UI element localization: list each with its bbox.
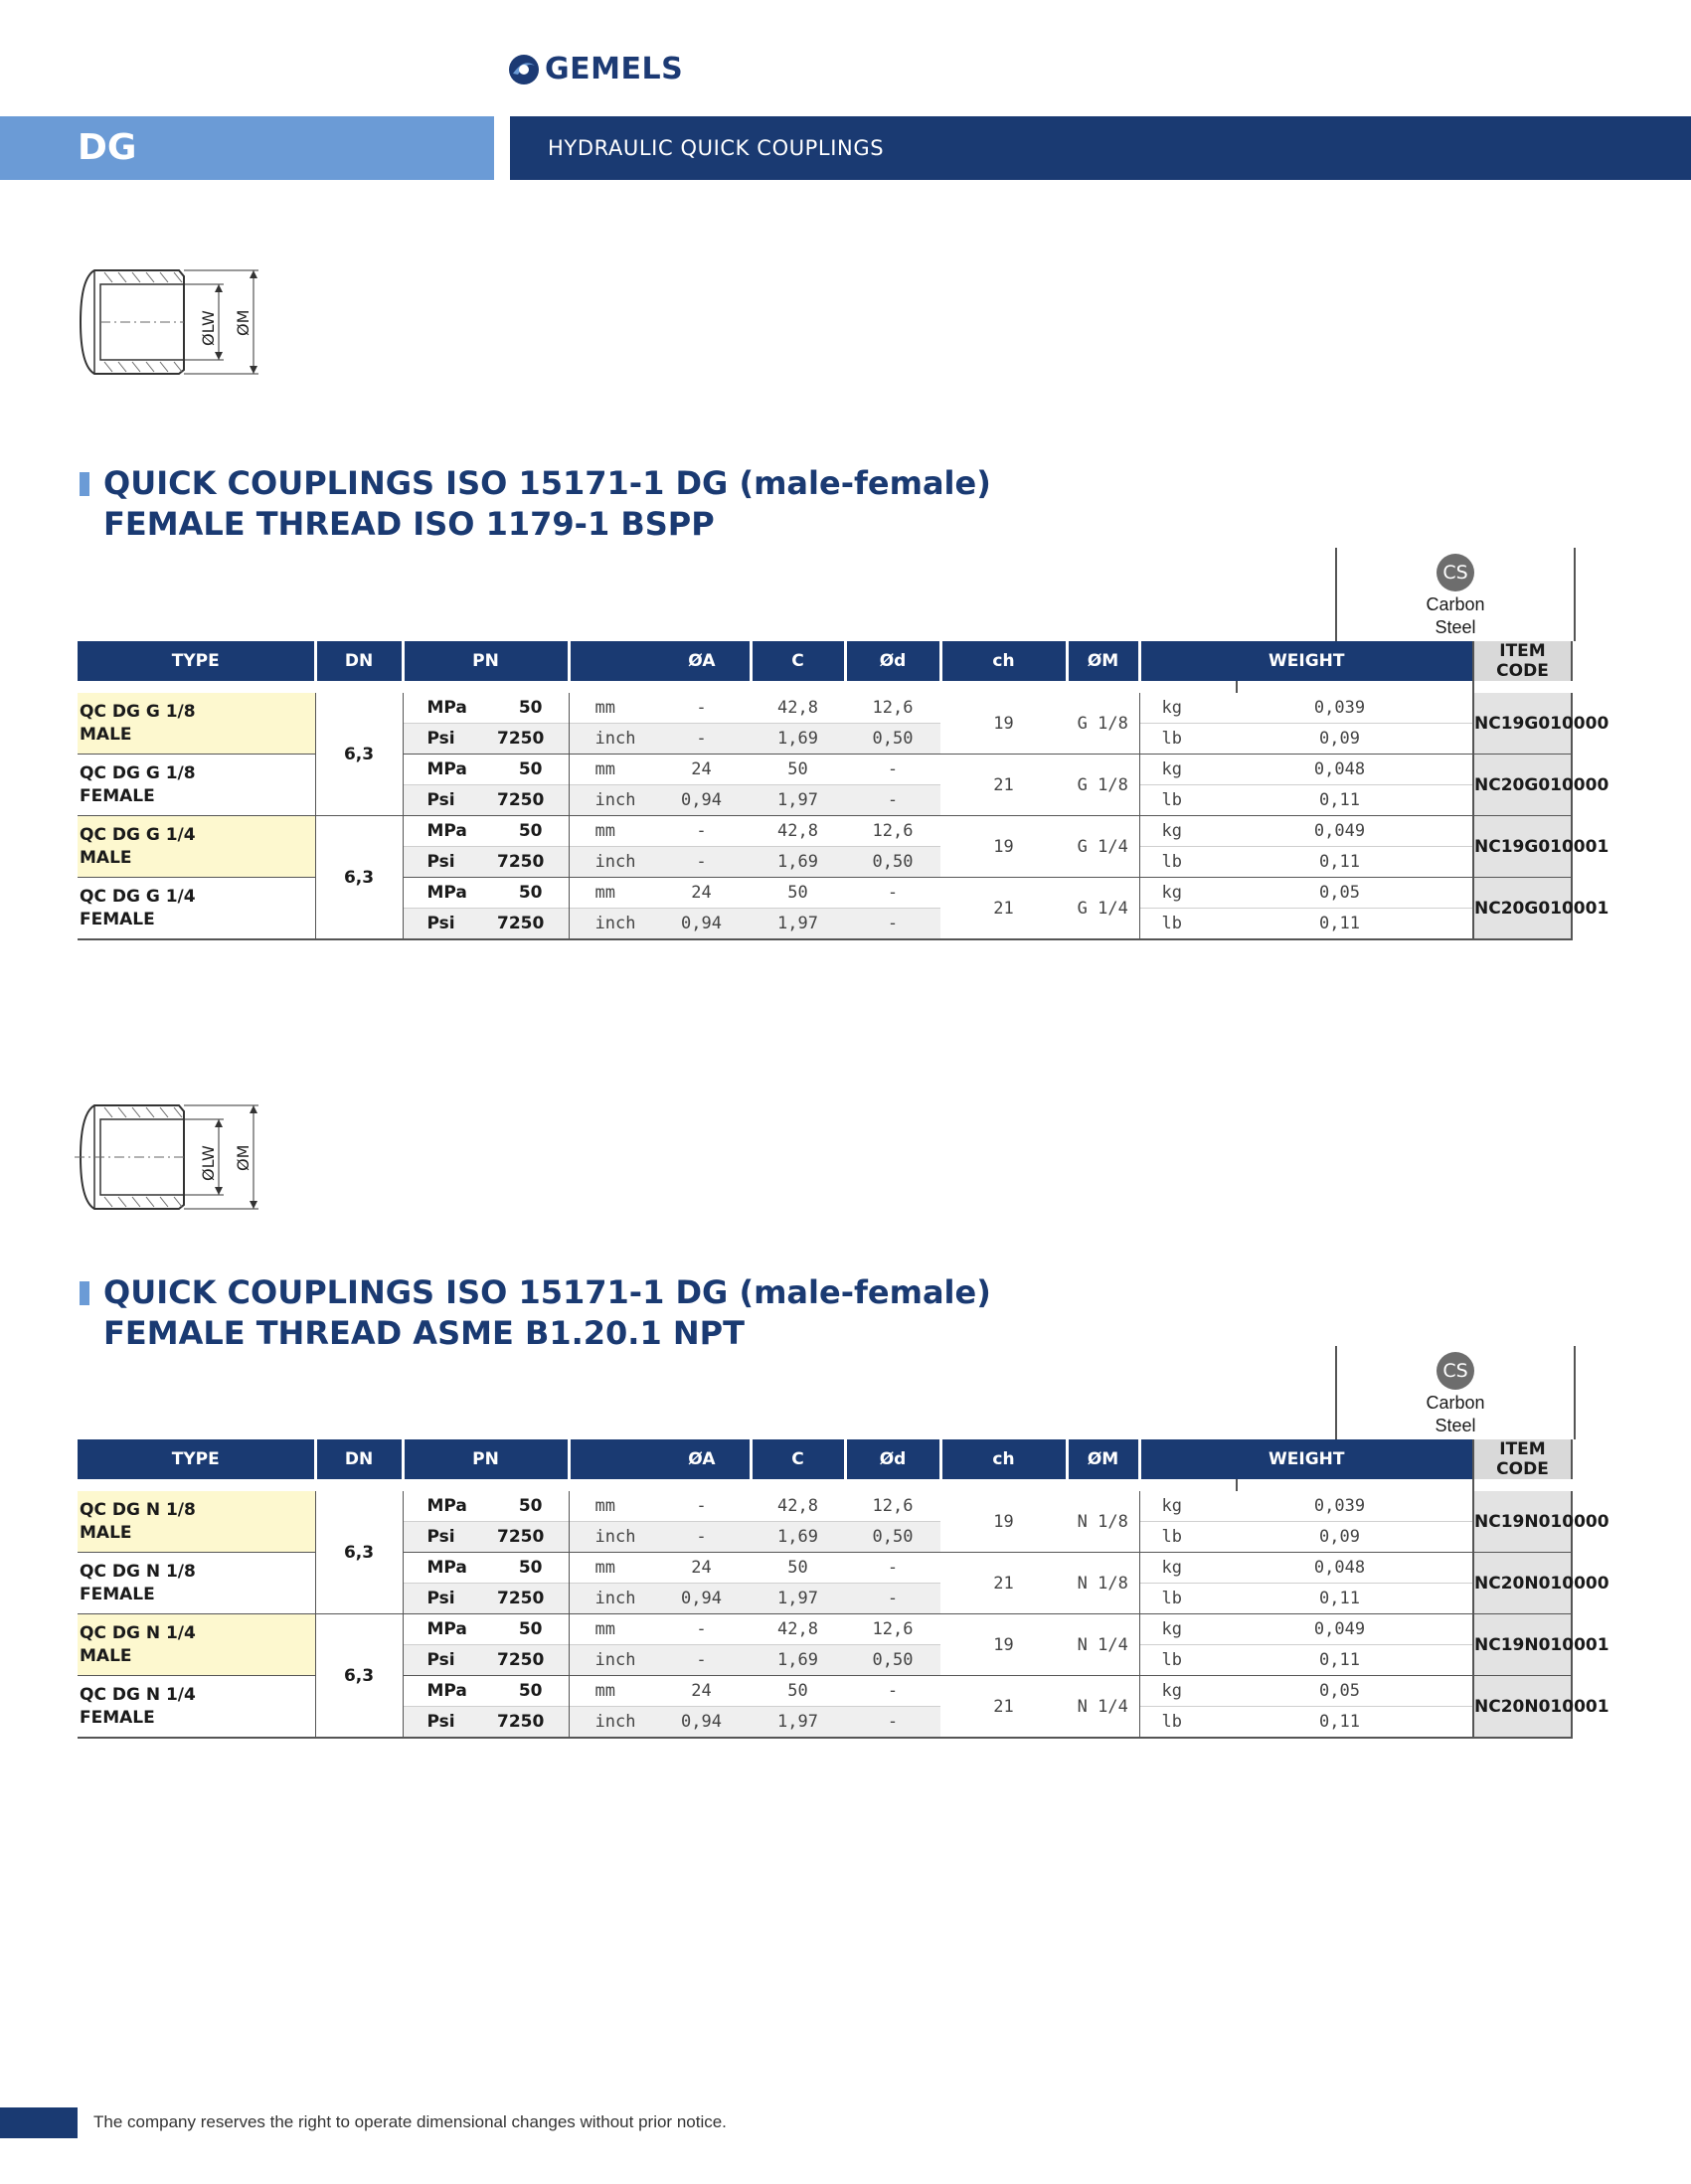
type-name: QC DG N 1/4: [80, 1622, 196, 1643]
gap-cell: [78, 1479, 1237, 1491]
c-value-inch: 1,97: [751, 785, 845, 816]
brand-name: GEMELS: [545, 52, 684, 86]
col-a: ØA: [569, 1439, 751, 1479]
weight-value-kg: 0,039: [1313, 1496, 1366, 1516]
pn-unit-mpa: MPa: [403, 1553, 497, 1584]
a-value-inch: -: [652, 1522, 751, 1553]
header-gap-row: [78, 681, 1572, 693]
dim-unit-inch: inch: [569, 1707, 652, 1739]
a-value-inch: 0,94: [652, 909, 751, 940]
type-name: QC DG G 1/4: [80, 886, 196, 907]
weight-unit-lb: lb: [1139, 724, 1237, 755]
c-value-mm: 50: [751, 1553, 845, 1584]
a-value-inch: 0,94: [652, 785, 751, 816]
table-row: [78, 1553, 1572, 1584]
dim-unit-mm: mm: [594, 698, 615, 718]
material-line1: Carbon: [1426, 1393, 1485, 1413]
header-gap-row: [78, 1479, 1572, 1491]
dim-unit-mm: mm: [569, 816, 652, 847]
m-thread-value: G 1/8: [1067, 755, 1139, 816]
ch-value: 21: [940, 1553, 1067, 1614]
col-dn: DN: [315, 641, 403, 681]
c-value-mm: 50: [751, 878, 845, 909]
weight-unit-lb: lb: [1139, 1707, 1237, 1739]
pn-value-mpa: 50: [497, 1676, 569, 1707]
cs-badge-icon: CS: [1437, 554, 1474, 591]
c-value-mm: 42,8: [751, 1614, 845, 1645]
dim-unit-mm: mm: [569, 878, 652, 909]
table-row: [78, 755, 1572, 785]
type-cell: [78, 878, 315, 940]
gap-code-cell: [1237, 1479, 1473, 1491]
weight-value-kg: 0,05: [1237, 1676, 1473, 1707]
c-value-inch: 1,97: [751, 1707, 845, 1739]
d-value-mm: 12,6: [845, 1614, 940, 1645]
m-thread-value: N 1/4: [1067, 1614, 1139, 1676]
m-dimension-label: ØM: [234, 1144, 253, 1171]
a-value-inch: 0,94: [652, 1707, 751, 1739]
table-row: [78, 1491, 1572, 1522]
type-name: QC DG N 1/8: [80, 1499, 196, 1520]
dim-unit-inch: inch: [569, 724, 652, 755]
d-value-inch: -: [845, 785, 940, 816]
m-thread-value: N 1/4: [1067, 1676, 1139, 1739]
weight-value-kg: 0,05: [1237, 878, 1473, 909]
type-name: QC DG N 1/4: [80, 1684, 196, 1705]
pn-value-mpa: 50: [497, 1614, 569, 1645]
type-gender: FEMALE: [80, 909, 155, 929]
col-m: ØM: [1067, 641, 1139, 681]
footer-note: The company reserves the right to operate dimensional changes without prior notice.: [93, 2112, 727, 2131]
type-gender: MALE: [80, 724, 132, 745]
dn-cell: 6,3: [315, 693, 403, 816]
dim-unit-inch: inch: [569, 1645, 652, 1676]
dim-unit-mm: mm: [569, 1553, 652, 1584]
type-cell: [78, 1676, 315, 1739]
ch-value: 21: [940, 755, 1067, 816]
weight-value-kg: 0,049: [1237, 816, 1473, 847]
spec-table-1: [78, 641, 1609, 940]
coupling-drawing-2: [75, 1101, 273, 1213]
d-value-mm: -: [845, 1676, 940, 1707]
pn-unit-mpa: MPa: [426, 1496, 467, 1516]
dim-unit-inch: inch: [569, 1584, 652, 1614]
dim-unit-inch: inch: [569, 785, 652, 816]
type-cell: [78, 755, 315, 816]
m-thread-value: N 1/8: [1067, 1553, 1139, 1614]
material-line1: Carbon: [1426, 594, 1485, 614]
d-value-mm: 12,6: [845, 816, 940, 847]
pn-value-mpa: 50: [497, 816, 569, 847]
weight-value-lb: 0,09: [1237, 1522, 1473, 1553]
a-value-mm: -: [696, 698, 707, 718]
dn-cell: 6,3: [315, 816, 403, 940]
pn-value-psi: 7250: [497, 785, 569, 816]
dim-unit-inch: inch: [569, 1522, 652, 1553]
a-value-mm: -: [652, 816, 751, 847]
col-d: Ød: [845, 1439, 940, 1479]
gemels-logo-icon: [507, 53, 541, 86]
item-code-cell: NC20G010001: [1473, 878, 1572, 940]
spec-table-2: [78, 1439, 1609, 1739]
pn-value-psi: 7250: [497, 1584, 569, 1614]
category-band: [510, 116, 1691, 180]
d-value-mm: -: [845, 878, 940, 909]
col-c: C: [751, 1439, 845, 1479]
section-2-title-line2: FEMALE THREAD ASME B1.20.1 NPT: [103, 1314, 745, 1352]
pn-unit-mpa: MPa: [403, 1676, 497, 1707]
material-carbon-steel-1: [1335, 548, 1576, 641]
section-2-title-line1: QUICK COUPLINGS ISO 15171-1 DG (male-female): [103, 1273, 991, 1311]
a-value-inch: 0,94: [652, 1584, 751, 1614]
col-weight: WEIGHT: [1139, 1439, 1473, 1479]
pn-value-psi: 7250: [497, 1522, 569, 1553]
dn-cell: 6,3: [315, 1614, 403, 1739]
type-gender: MALE: [80, 1645, 132, 1666]
type-gender: FEMALE: [80, 1707, 155, 1728]
series-code: DG: [78, 127, 137, 168]
type-cell: [78, 1614, 315, 1676]
type-name: QC DG N 1/8: [80, 1561, 196, 1582]
weight-unit-kg: kg: [1139, 1676, 1237, 1707]
ch-value: 19: [993, 1511, 1014, 1532]
ch-value: 19: [940, 1614, 1067, 1676]
pn-value-psi: 7250: [497, 1707, 569, 1739]
pn-value-psi: 7250: [497, 1645, 569, 1676]
dim-unit-inch: inch: [569, 847, 652, 878]
a-value-mm: 24: [652, 1676, 751, 1707]
dim-unit-mm: mm: [569, 1676, 652, 1707]
c-value-mm: 50: [751, 755, 845, 785]
weight-value-kg: 0,048: [1237, 1553, 1473, 1584]
a-value-mm: -: [652, 1614, 751, 1645]
type-cell: [78, 816, 315, 878]
pn-value-mpa: 50: [497, 693, 569, 724]
pn-unit-psi: Psi: [403, 847, 497, 878]
type-gender: MALE: [80, 847, 132, 868]
a-value-inch: -: [652, 847, 751, 878]
pn-unit-mpa: MPa: [403, 878, 497, 909]
type-name: QC DG G 1/8: [80, 762, 196, 783]
m-thread-value: G 1/4: [1067, 816, 1139, 878]
title-accent-bar: [80, 472, 89, 496]
item-code-cell: NC19G010000: [1473, 693, 1572, 755]
col-ch: ch: [940, 641, 1067, 681]
weight-unit-lb: lb: [1139, 909, 1237, 940]
pn-unit-psi: Psi: [403, 724, 497, 755]
pn-unit-mpa: MPa: [426, 698, 467, 718]
pn-value-psi: 7250: [497, 724, 569, 755]
c-value-inch: 1,97: [751, 909, 845, 940]
col-type: TYPE: [78, 1439, 315, 1479]
weight-value-lb: 0,11: [1237, 1584, 1473, 1614]
weight-unit-kg: kg: [1139, 1614, 1237, 1645]
a-value-mm: 24: [652, 755, 751, 785]
pn-value-mpa: 50: [497, 1553, 569, 1584]
ch-value: 19: [993, 713, 1014, 734]
weight-unit-kg: kg: [1139, 755, 1237, 785]
material-carbon-steel-2: [1335, 1346, 1576, 1439]
item-code-cell: NC19N010001: [1473, 1614, 1572, 1676]
pn-unit-psi: Psi: [403, 909, 497, 940]
item-code-cell: NC20N010000: [1473, 1553, 1572, 1614]
weight-unit-lb: lb: [1139, 1584, 1237, 1614]
col-a: ØA: [569, 641, 751, 681]
brand-logo: [507, 52, 683, 86]
item-code-cell: NC19N010000: [1473, 1491, 1572, 1553]
col-c: C: [751, 641, 845, 681]
ch-value: 19: [940, 816, 1067, 878]
pn-unit-mpa: MPa: [403, 1614, 497, 1645]
c-value-inch: 1,69: [751, 847, 845, 878]
pn-unit-psi: Psi: [403, 1584, 497, 1614]
weight-value-lb: 0,11: [1237, 785, 1473, 816]
pn-unit-mpa: MPa: [403, 816, 497, 847]
m-thread-value: G 1/8: [1077, 713, 1128, 734]
d-value-inch: 0,50: [845, 847, 940, 878]
d-value-inch: 0,50: [845, 724, 940, 755]
d-value-inch: 0,50: [845, 1645, 940, 1676]
material-line2: Steel: [1435, 617, 1476, 637]
type-gender: FEMALE: [80, 1584, 155, 1604]
pn-value-mpa: 50: [497, 878, 569, 909]
c-value-mm: 42,8: [751, 816, 845, 847]
ch-value: 21: [940, 878, 1067, 940]
weight-unit-kg: kg: [1139, 1491, 1237, 1522]
d-value-inch: -: [845, 1584, 940, 1614]
weight-unit-lb: lb: [1139, 847, 1237, 878]
a-value-mm: -: [696, 1496, 707, 1516]
col-m: ØM: [1067, 1439, 1139, 1479]
col-pn: PN: [403, 1439, 569, 1479]
weight-value-lb: 0,11: [1237, 847, 1473, 878]
pn-value-psi: 7250: [497, 909, 569, 940]
pn-unit-psi: Psi: [403, 1645, 497, 1676]
dn-cell: 6,3: [315, 1491, 403, 1614]
a-value-mm: 24: [652, 1553, 751, 1584]
pn-value-psi: 7250: [497, 847, 569, 878]
weight-value-kg: 0,049: [1237, 1614, 1473, 1645]
d-value-mm: -: [845, 1553, 940, 1584]
weight-unit-kg: kg: [1139, 878, 1237, 909]
weight-value-lb: 0,11: [1237, 1707, 1473, 1739]
c-value-mm: 42,8: [777, 698, 818, 718]
type-gender: FEMALE: [80, 785, 155, 806]
title-accent-bar: [80, 1281, 89, 1305]
col-pn: PN: [403, 641, 569, 681]
a-value-inch: -: [652, 724, 751, 755]
col-weight: WEIGHT: [1139, 641, 1473, 681]
c-value-inch: 1,69: [751, 1645, 845, 1676]
weight-value-lb: 0,11: [1237, 909, 1473, 940]
a-value-inch: -: [652, 1645, 751, 1676]
pn-unit-psi: Psi: [403, 1522, 497, 1553]
item-code-cell: NC19G010001: [1473, 816, 1572, 878]
weight-value-lb: 0,09: [1237, 724, 1473, 755]
col-dn: DN: [315, 1439, 403, 1479]
col-ch: ch: [940, 1439, 1067, 1479]
table-row: [78, 1614, 1572, 1645]
cs-badge-icon: CS: [1437, 1352, 1474, 1390]
pn-value-mpa: 50: [497, 755, 569, 785]
table-header-row: [78, 1439, 1572, 1479]
c-value-inch: 1,69: [751, 1522, 845, 1553]
type-name: QC DG G 1/4: [80, 824, 196, 845]
weight-unit-lb: lb: [1139, 785, 1237, 816]
a-value-mm: 24: [652, 878, 751, 909]
m-thread-value: N 1/8: [1077, 1511, 1128, 1532]
lw-dimension-label: ØLW: [199, 1145, 218, 1181]
lw-dimension-label: ØLW: [199, 310, 218, 346]
category-title: HYDRAULIC QUICK COUPLINGS: [548, 136, 885, 160]
d-value-inch: -: [845, 1707, 940, 1739]
series-band: [0, 116, 494, 180]
pn-value-mpa: 50: [497, 1491, 569, 1522]
section-1-title-line1: QUICK COUPLINGS ISO 15171-1 DG (male-female): [103, 464, 991, 502]
pn-unit-mpa: MPa: [403, 755, 497, 785]
weight-value-kg: 0,048: [1237, 755, 1473, 785]
section-2-title: [80, 1272, 991, 1354]
weight-unit-kg: kg: [1139, 816, 1237, 847]
table-row: [78, 1676, 1572, 1707]
dim-unit-mm: mm: [569, 755, 652, 785]
m-dimension-label: ØM: [234, 309, 253, 336]
weight-unit-kg: kg: [1139, 693, 1237, 724]
gap-code-cell: [1237, 681, 1473, 693]
coupling-drawing-1: [75, 266, 273, 378]
item-code-cell: NC20N010001: [1473, 1676, 1572, 1739]
material-line2: Steel: [1435, 1416, 1476, 1435]
d-value-mm: 12,6: [872, 1496, 914, 1516]
table-header-row: [78, 641, 1572, 681]
d-value-mm: 12,6: [872, 698, 914, 718]
weight-value-lb: 0,11: [1237, 1645, 1473, 1676]
col-d: Ød: [845, 641, 940, 681]
table-row: [78, 878, 1572, 909]
d-value-inch: -: [845, 909, 940, 940]
weight-unit-lb: lb: [1139, 1645, 1237, 1676]
col-item-code: ITEM CODE: [1473, 1439, 1572, 1479]
dim-unit-mm: mm: [594, 1496, 615, 1516]
table-row: [78, 816, 1572, 847]
table-row: [78, 693, 1572, 724]
section-1-title-line2: FEMALE THREAD ISO 1179-1 BSPP: [103, 505, 715, 543]
c-value-inch: 1,69: [751, 724, 845, 755]
item-code-cell: NC20G010000: [1473, 755, 1572, 816]
d-value-mm: -: [845, 755, 940, 785]
gap-cell: [78, 681, 1237, 693]
ch-value: 21: [940, 1676, 1067, 1739]
type-cell: [78, 693, 315, 755]
d-value-inch: 0,50: [845, 1522, 940, 1553]
c-value-mm: 42,8: [777, 1496, 818, 1516]
pn-unit-psi: Psi: [403, 1707, 497, 1739]
weight-unit-kg: kg: [1139, 1553, 1237, 1584]
dim-unit-mm: mm: [569, 1614, 652, 1645]
type-cell: [78, 1553, 315, 1614]
weight-value-kg: 0,039: [1313, 698, 1366, 718]
dim-unit-inch: inch: [569, 909, 652, 940]
weight-unit-lb: lb: [1139, 1522, 1237, 1553]
type-gender: MALE: [80, 1522, 132, 1543]
type-name: QC DG G 1/8: [80, 701, 196, 722]
section-1-title: [80, 463, 991, 545]
col-item-code: ITEM CODE: [1473, 641, 1572, 681]
c-value-inch: 1,97: [751, 1584, 845, 1614]
col-type: TYPE: [78, 641, 315, 681]
c-value-mm: 50: [751, 1676, 845, 1707]
pn-unit-psi: Psi: [403, 785, 497, 816]
type-cell: [78, 1491, 315, 1553]
m-thread-value: G 1/4: [1067, 878, 1139, 940]
footer-accent-bar: [0, 2107, 78, 2138]
